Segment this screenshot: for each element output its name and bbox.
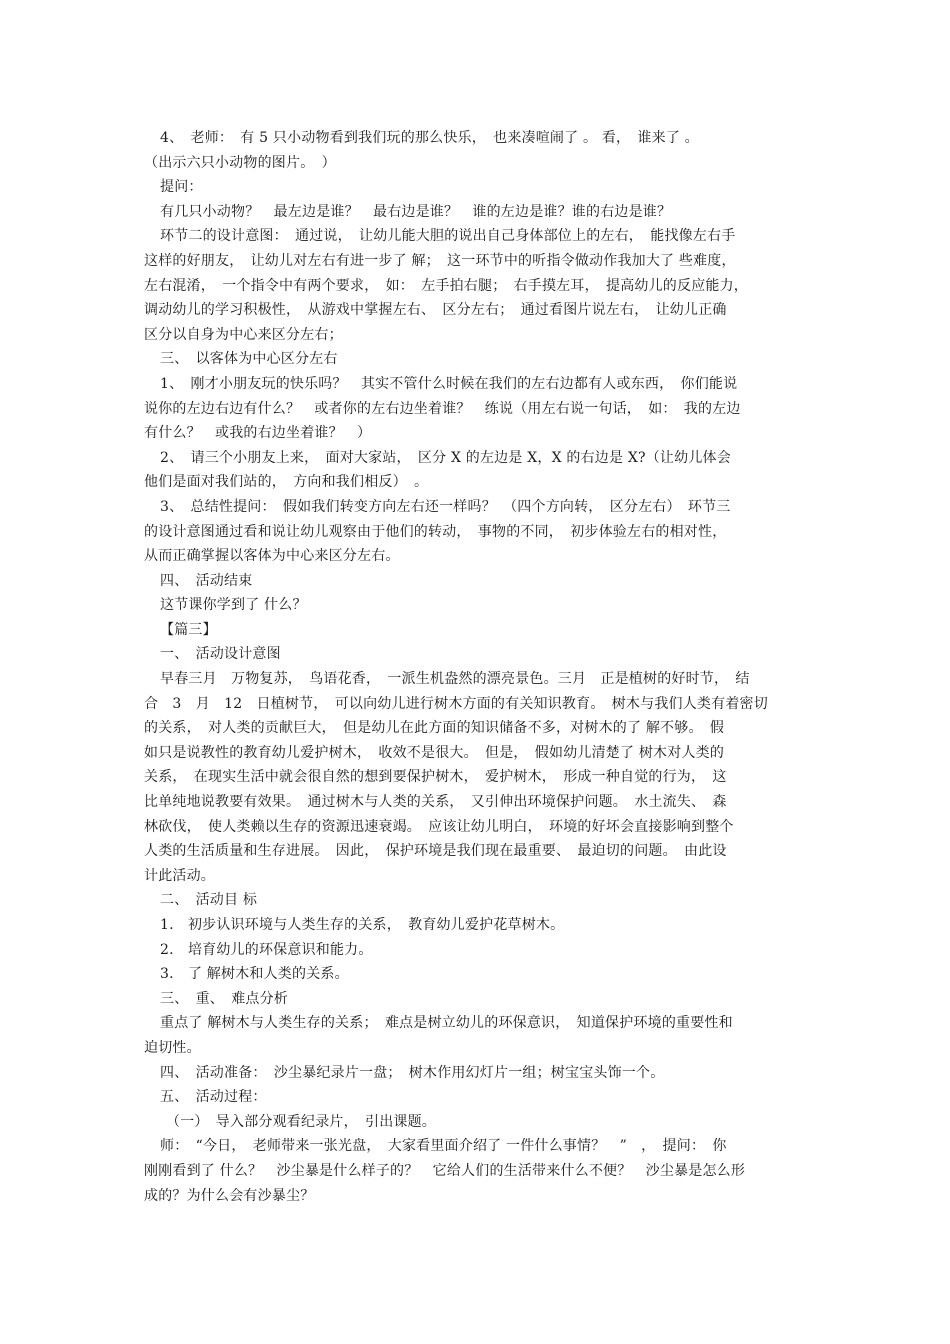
text-line: 4、 老师： 有 5 只小动物看到我们玩的那么快乐， 也来凑喧闹了 。 看， 谁来了 。 (160, 130, 699, 146)
text-line: 有几只小动物？ 最左边是谁？ 最右边是谁？ 谁的左边是谁？谁的右边是谁？ (160, 203, 672, 220)
text-line: （出示六只小动物的图片。 ） (144, 154, 336, 171)
text-line: 1、 刚才小朋友玩的快乐吗？ 其实不管什么时候在我们的左右边都有人或东西， 你们能说 (160, 375, 738, 392)
text-line: 如只是说教性的教育幼儿爱护树木， 收效不是很大。 但是， 假如幼儿清楚了 树木对人类的 (144, 744, 725, 761)
text-line: 提问： (160, 179, 203, 196)
text-line: 3、 总结性提问： 假如我们转变方向左右还一样吗？ （四个方向转， 区分左右） 环节三 (160, 498, 731, 515)
text-line: 关系， 在现实生活中就会很自然的想到要保护树木， 爱护树木， 形成一种自觉的行为， 这 (144, 769, 727, 786)
text-line: 2. 培育幼儿的环保意识和能力。 (160, 941, 373, 958)
text-line: 四、 活动结束 (160, 572, 253, 589)
text-line: 的关系， 对人类的贡献巨大， 但是幼儿在此方面的知识储备不多，对树木的了 解不够。 假 (144, 720, 725, 737)
text-line: 重点了 解树木与人类生存的关系； 难点是树立幼儿的环保意识， 知道保护环境的重要性和 (160, 1015, 733, 1032)
document-body (144, 126, 812, 1208)
text-line: 比单纯地说教要有效果。 通过树木与人类的关系， 又引伸出环境保护问题。 水土流失、 森 (144, 794, 727, 811)
text-line: 3. 了 解树木和人类的关系。 (160, 966, 349, 983)
text-line: 说你的左边右边有什么？ 或者你的左右边坐着谁？ 练说（用左右说一句话， 如： 我的左边 (144, 400, 741, 417)
text-line: 这节课你学到了 什么？ (160, 597, 307, 614)
text-line: 二、 活动目 标 (160, 892, 258, 909)
text-line: 区分以自身为中心来区分左右； (144, 326, 343, 343)
text-line: 人类的生活质量和生存进展。 因此， 保护环境是我们现在最重要、 最迫切的问题。 由此设 (144, 843, 727, 860)
text-line: 师： “今日， 老师带来一张光盘， 大家看里面介绍了 一件什么事情？ ” ， 提问： 你 (160, 1138, 727, 1155)
text-line: 2、 请三个小朋友上来， 面对大家站， 区分 X 的左边是 X，X 的右边是 X?（让幼儿体会 (160, 449, 731, 466)
text-line: 他们是面对我们站的， 方向和我们相反） 。 (144, 474, 429, 491)
text-line: 四、 活动准备： 沙尘暴纪录片一盘； 树木作用幻灯片一组；树宝宝头饰一个。 (160, 1064, 665, 1081)
text-line: 迫切性。 (144, 1039, 201, 1056)
text-line: 林砍伐， 使人类赖以生存的资源迅速衰竭。 应该让幼儿明白， 环境的好坏会直接影响到整个 (144, 818, 734, 835)
text-line: 有什么？ 或我的右边坐着谁？ ） (144, 425, 372, 442)
text-line: 的设计意图通过看和说让幼儿观察由于他们的转动， 事物的不同， 初步体验左右的相对性， (144, 523, 727, 540)
text-line: 1. 初步认识环境与人类生存的关系， 教育幼儿爱护花草树木。 (160, 917, 565, 933)
text-line: 三、 重、 难点分析 (160, 990, 288, 1007)
text-line: 左右混淆， 一个指令中有两个要求， 如： 左手拍右腿； 右手摸左耳， 提高幼儿的反应能力， (144, 277, 748, 294)
text-line: 从而正确掌握以客体为中心来区分左右。 (144, 548, 400, 565)
text-line: 一、 活动设计意图 (160, 646, 281, 663)
text-line: 成的？为什么会有沙暴尘？ (144, 1187, 315, 1204)
text-line: 早春三月 万物复苏， 鸟语花香， 一派生机盎然的漂亮景色。三月 正是植树的好时节， 结 (160, 671, 750, 688)
text-line: 刚刚看到了 什么？ 沙尘暴是什么样子的？ 它给人们的生活带来什么不便？ 沙尘暴是怎么形 (144, 1162, 746, 1179)
text-line: 环节二的设计意图： 通过说， 让幼儿能大胆的说出自己身体部位上的左右， 能找像左右手 (160, 228, 736, 245)
text-line: （一） 导入部分观看纪录片， 引出课题。 (166, 1113, 436, 1130)
text-line: 合 3 月 12 日植树节， 可以向幼儿进行树木方面的有关知识教育。 树木与我们人类有着密切 (144, 695, 768, 712)
text-line: 五、 活动过程： (160, 1089, 267, 1106)
text-line: 调动幼儿的学习积极性， 从游戏中掌握左右、 区分左右； 通过看图片说左右， 让幼儿正确 (144, 302, 727, 319)
text-line: 三、 以客体为中心区分左右 (160, 351, 338, 368)
text-line: 这样的好朋友， 让幼儿对左右有进一步了 解； 这一环节中的听指令做动作我加大了 些难度， (144, 252, 736, 269)
text-line: 计此活动。 (144, 867, 215, 884)
text-line: 【篇三】 (160, 621, 217, 638)
